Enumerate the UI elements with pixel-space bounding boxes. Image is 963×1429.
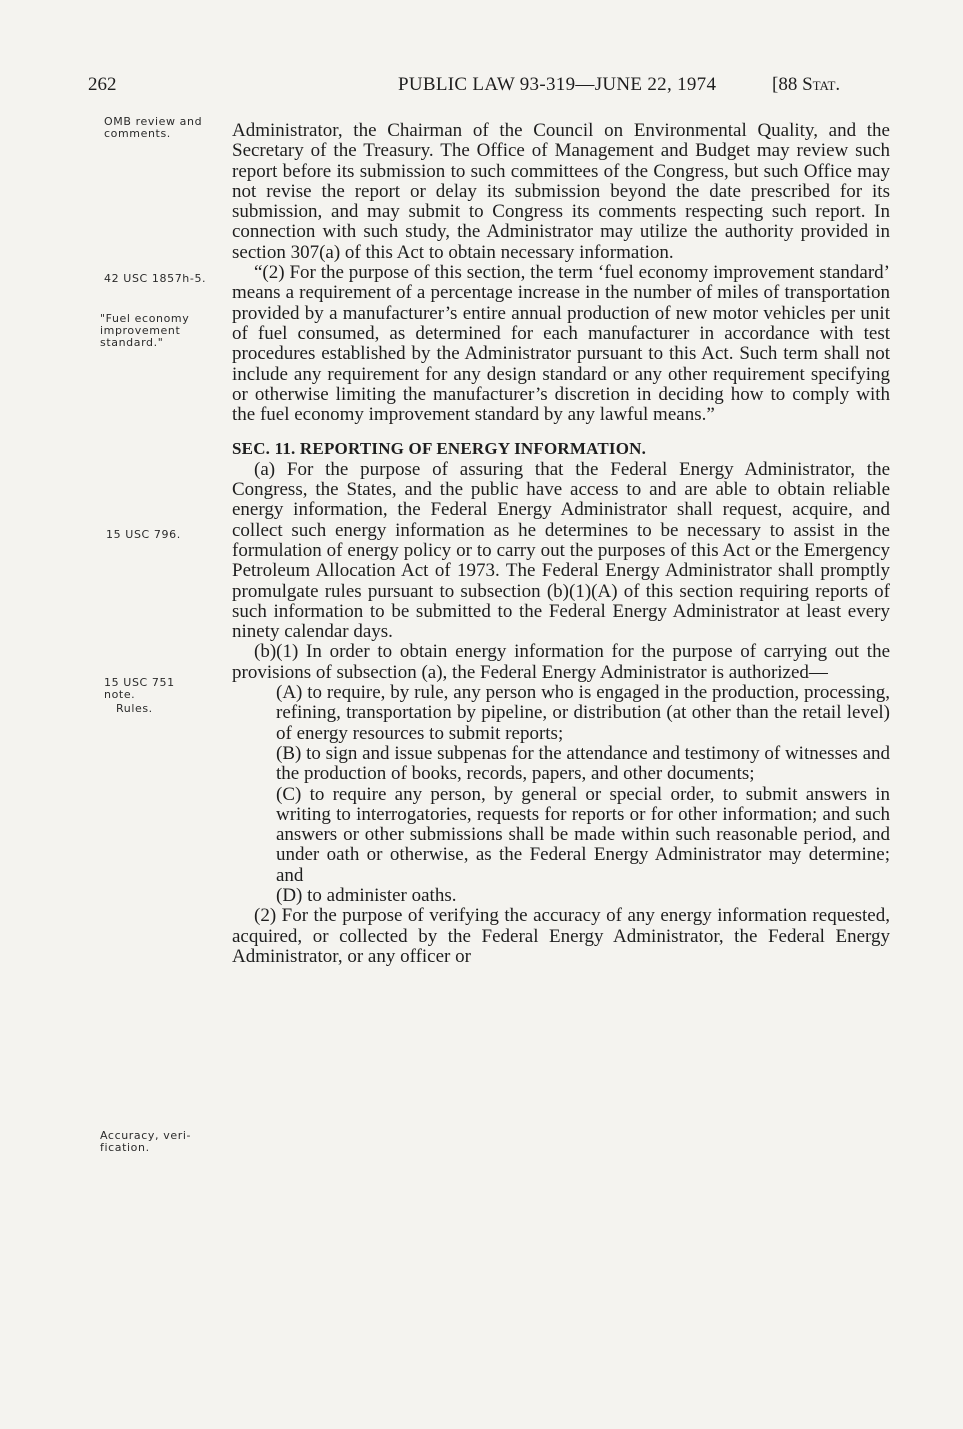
margin-note-rules: Rules. [116, 702, 153, 715]
statute-reference [772, 74, 840, 96]
section-heading: SEC. 11. REPORTING OF ENERGY INFORMATION. [232, 439, 647, 459]
margin-note-15-usc-796: 15 USC 796. [106, 528, 181, 541]
paragraph-omb-review: Administrator, the Chairman of the Council on Environmental Quality, and the Secretary of the Treasury. The Office of Management and Budget may review such report before its submission to such committees of the Congress, but such Office may not revise the report or delay its submission beyond the date prescribed for its submission, and may submit to Congress its comments respecting such report. In connection with such study, the Administrator may utilize the authority provided in section 307(a) of this Act to obtain necessary information. [232, 120, 890, 263]
statute-reference-word: Stat. [802, 74, 841, 95]
paragraph-subsection-b2: (2) For the purpose of verifying the accuracy of any energy information requested, acquired, or collected by the Federal Energy Administrator, the Federal Energy Administrator, or any officer or [232, 905, 890, 967]
page-header [0, 74, 963, 104]
margin-note-accuracy: Accuracy, veri- fication. [100, 1129, 192, 1154]
margin-note-15-usc-751: 15 USC 751 note. [104, 676, 175, 701]
margin-note-omb-review: OMB review and comments. [104, 115, 203, 140]
margin-note-42-usc: 42 USC 1857h-5. [104, 272, 207, 285]
page-number: 262 [88, 74, 117, 95]
margin-note-fuel-economy: "Fuel economy improvement standard." [100, 312, 190, 349]
clause-b: (B) to sign and issue subpenas for the attendance and testimony of witnesses and the production of books, records, papers, and other documents; [276, 742, 890, 785]
clause-a: (A) to require, by rule, any person who is engaged in the production, processing, refining, transportation by pipeline, or distribution (at other than the retail level) of energy resources to submit reports; [276, 682, 890, 744]
statute-reference-prefix: [88 [772, 74, 803, 95]
paragraph-subsection-b1: (b)(1) In order to obtain energy information for the purpose of carrying out the provisions of subsection (a), the Federal Energy Administrator is authorized— [232, 641, 890, 683]
clause-c: (C) to require any person, by general or special order, to submit answers in writing to interrogatories, requests for reports or for other information; and such answers or other submissions shall be made within such reasonable period, and under oath or otherwise, as the Federal Energy Administrator may determine; and [276, 783, 890, 886]
paragraph-subsection-a: (a) For the purpose of assuring that the Federal Energy Administrator, the Congress, the States, and the public have access to and are able to obtain reliable energy information, the Federal Energy Administrator shall request, acquire, and collect such energy information as he determines to be necessary to assist in the formulation of energy policy or to carry out the purposes of this Act or the Emergency Petroleum Allocation Act of 1973. The Federal Energy Administrator shall promptly promulgate rules pursuant to subsection (b)(1)(A) of this section requiring reports of such information to be submitted to the Federal Energy Administrator at least every ninety calendar days. [232, 458, 890, 643]
clause-d: (D) to administer oaths. [276, 884, 457, 906]
paragraph-definition: “(2) For the purpose of this section, the term ‘fuel economy improvement standard’ means a requirement of a percentage increase in the number of miles of transportation provided by a manufacturer’s entire annual production of new motor vehicles per unit of fuel consumed, as determined for each manufacturer in accordance with test procedures established by the Administrator pursuant to this Act. Such term shall not include any requirement for any design standard or any other requirement specifying or otherwise limiting the manufacturer’s discretion in deciding how to comply with the fuel economy improvement standard by any lawful means.” [232, 262, 890, 426]
running-title: PUBLIC LAW 93-319—JUNE 22, 1974 [398, 74, 717, 95]
body-text [232, 121, 890, 967]
